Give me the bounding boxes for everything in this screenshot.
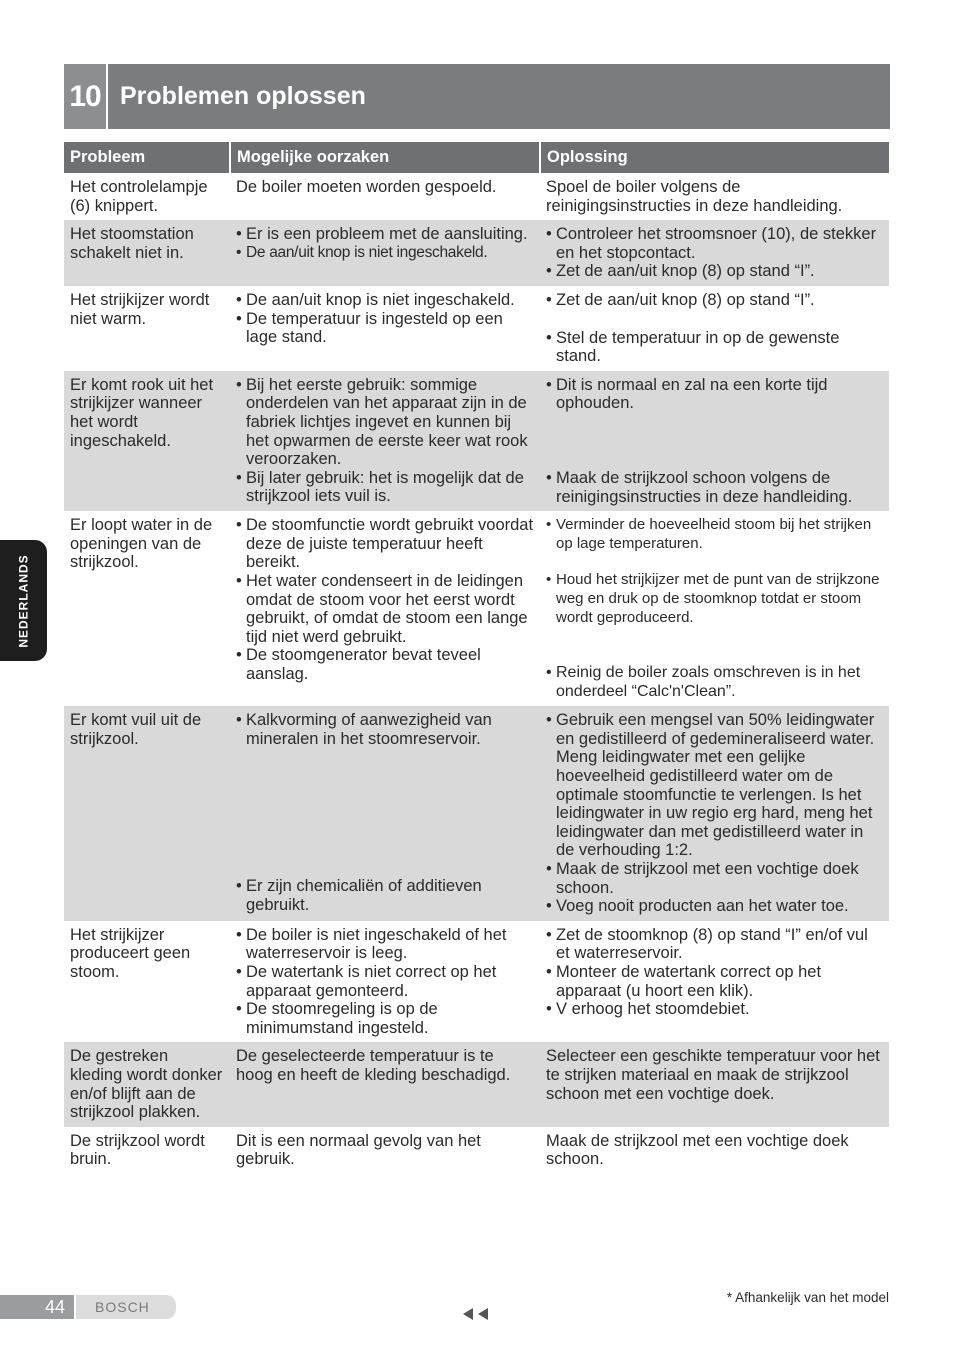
solution-item: • Houd het strijkijzer met de punt van de strijkzone weg en druk op de stoomknop totdat er stoom wordt geproduceerd. bbox=[546, 571, 883, 627]
cause-cell bbox=[230, 706, 540, 921]
previous-page-icon[interactable] bbox=[477, 1307, 489, 1321]
cause-cell: De boiler moeten worden gespoeld. bbox=[236, 178, 497, 196]
table-row bbox=[64, 706, 889, 921]
cause-item: • De aan/uit knop is niet ingeschakeld. bbox=[236, 291, 534, 310]
page-navigation bbox=[462, 1307, 489, 1321]
brand-tab bbox=[76, 1295, 176, 1319]
cause-cell: Dit is een normaal gevolg van het gebruik. bbox=[236, 1131, 481, 1169]
cause-item: • Het water condenseert in de leidingen omdat de stoom voor het eerst wordt gebruikt, of omdat de stoom een lange tijd niet werd gebruikt. bbox=[236, 572, 534, 646]
table-row bbox=[64, 921, 889, 1043]
cause-item: • De stoomregeling is op de minimumstand ingesteld. bbox=[236, 1000, 534, 1037]
solution-item: • V erhoog het stoomdebiet. bbox=[546, 1000, 883, 1019]
problem-cell: Het controlelampje (6) knippert. bbox=[70, 178, 208, 215]
cause-item: • De aan/uit knop is niet ingeschakeld. bbox=[236, 244, 534, 263]
table-row bbox=[64, 1127, 889, 1174]
table-row bbox=[64, 173, 889, 220]
solution-item: • Monteer de watertank correct op het apparaat (u hoort een klik). bbox=[546, 963, 883, 1000]
previous-page-icon[interactable] bbox=[462, 1307, 474, 1321]
cause-cell bbox=[230, 371, 540, 511]
column-header-solution: Oplossing bbox=[540, 142, 889, 173]
cause-cell bbox=[230, 220, 540, 286]
table-row bbox=[64, 286, 889, 371]
solution-item: • Maak de strijkzool schoon volgens de reinigingsinstructies in deze handleiding. bbox=[546, 469, 883, 506]
solution-item: • Zet de stoomknop (8) op stand “I” en/of vul et waterreservoir. bbox=[546, 926, 883, 963]
cause-item: • De stoomfunctie wordt gebruikt voordat deze de juiste temperatuur heeft bereikt. bbox=[236, 516, 534, 572]
problem-cell: Er komt vuil uit de strijkzool. bbox=[64, 706, 230, 921]
problem-cell: De strijkzool wordt bruin. bbox=[70, 1131, 205, 1169]
language-tab-label: NEDERLANDS bbox=[16, 553, 31, 648]
solution-item: • Zet de aan/uit knop (8) op stand “I”. bbox=[546, 291, 883, 310]
footnote: * Afhankelijk van het model bbox=[726, 1290, 889, 1305]
cause-item: • De temperatuur is ingesteld op een lage stand. bbox=[236, 310, 534, 347]
section-title: Problemen oplossen bbox=[120, 82, 366, 110]
solution-item: • Zet de aan/uit knop (8) op stand “I”. bbox=[546, 262, 883, 281]
cause-cell: De geselecteerde temperatuur is te hoog en heeft de kleding beschadigd. bbox=[230, 1042, 540, 1126]
column-header-problem: Probleem bbox=[64, 142, 230, 173]
solution-item: • Reinig de boiler zoals omschreven is in het onderdeel “Calc'n'Clean”. bbox=[546, 664, 883, 701]
solution-cell bbox=[540, 706, 889, 921]
table-row bbox=[64, 1042, 889, 1126]
troubleshooting-table bbox=[64, 142, 889, 1174]
cause-cell bbox=[230, 286, 540, 371]
cause-cell bbox=[230, 511, 540, 706]
problem-cell: Er komt rook uit het strijkijzer wanneer het wordt ingeschakeld. bbox=[64, 371, 230, 511]
page-number: 44 bbox=[44, 1296, 65, 1317]
problem-cell: Er loopt water in de openingen van de strijkzool. bbox=[70, 516, 213, 572]
page-number-tab bbox=[0, 1295, 74, 1319]
table-row bbox=[64, 220, 889, 286]
solution-item: • Verminder de hoeveelheid stoom bij het strijken op lage temperaturen. bbox=[546, 516, 883, 553]
column-header-causes: Mogelijke oorzaken bbox=[230, 142, 540, 173]
solution-cell: Maak de strijkzool met een vochtige doek schoon. bbox=[546, 1131, 849, 1169]
solution-cell bbox=[540, 286, 889, 371]
cause-item: • De boiler is niet ingeschakeld of het waterreservoir is leeg. bbox=[236, 926, 534, 963]
solution-cell: Spoel de boiler volgens de reinigingsinstructies in deze handleiding. bbox=[546, 178, 843, 215]
solution-cell bbox=[540, 511, 889, 706]
cause-item: • De watertank is niet correct op het apparaat gemonteerd. bbox=[236, 963, 534, 1000]
table-row bbox=[64, 371, 889, 511]
cause-item: • Bij later gebruik: het is mogelijk dat de strijkzool iets vuil is. bbox=[236, 469, 534, 506]
solution-item: • Stel de temperatuur in op de gewenste stand. bbox=[546, 329, 883, 366]
cause-item: • Kalkvorming of aanwezigheid van mineralen in het stoomreservoir. bbox=[236, 711, 534, 748]
solution-item: • Maak de strijkzool met een vochtige doek schoon. bbox=[546, 860, 883, 897]
cause-item: • Er is een probleem met de aansluiting. bbox=[236, 225, 534, 244]
solution-cell bbox=[540, 921, 889, 1043]
solution-cell bbox=[540, 220, 889, 286]
section-number: 10 bbox=[64, 64, 108, 129]
solution-item: • Controleer het stroomsnoer (10), de stekker en het stopcontact. bbox=[546, 225, 883, 262]
solution-item: • Gebruik een mengsel van 50% leidingwater en gedistilleerd of gedemineraliseerd water. Meng leidingwater met een gelijke hoeveelheid gedistilleerd water om de optimale stoomfunctie te verlengen. Is het leidingwater in uw regio erg hard, meng het leidingwater dan met gedistilleerd water in de verhouding 1:2. bbox=[546, 711, 883, 860]
problem-cell: De gestreken kleding wordt donker en/of blijft aan de strijkzool plakken. bbox=[64, 1042, 230, 1126]
solution-item: • Voeg nooit producten aan het water toe. bbox=[546, 897, 883, 916]
problem-cell: Het stoomstation schakelt niet in. bbox=[64, 220, 230, 286]
table-row bbox=[64, 511, 889, 706]
section-header bbox=[64, 64, 890, 129]
problem-cell: Het strijkijzer produceert geen stoom. bbox=[70, 925, 191, 981]
cause-cell bbox=[230, 921, 540, 1043]
brand-name: BOSCH bbox=[95, 1299, 150, 1315]
language-tab bbox=[0, 540, 47, 661]
cause-item: • Er zijn chemicaliën of additieven gebruikt. bbox=[236, 877, 534, 914]
solution-cell: Selecteer een geschikte temperatuur voor het te strijken materiaal en maak de strijkzool schoon met een vochtige doek. bbox=[540, 1042, 889, 1126]
problem-cell: Het strijkijzer wordt niet warm. bbox=[70, 290, 210, 328]
cause-item: • De stoomgenerator bevat teveel aanslag. bbox=[236, 646, 534, 683]
table-header-row bbox=[64, 142, 889, 173]
solution-cell bbox=[540, 371, 889, 511]
cause-item: • Bij het eerste gebruik: sommige onderdelen van het apparaat zijn in de fabriek lichtjes ingevet en kunnen bij het opwarmen de eerste keer wat rook veroorzaken. bbox=[236, 376, 534, 469]
solution-item: • Dit is normaal en zal na een korte tijd ophouden. bbox=[546, 376, 883, 413]
